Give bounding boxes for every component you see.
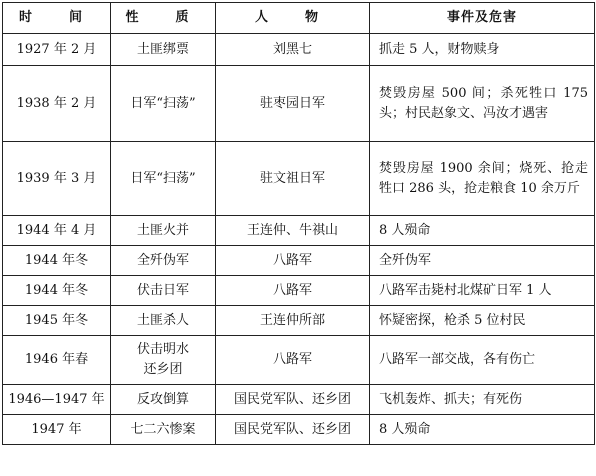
table-row [3, 306, 595, 336]
cell-nature: 土匪绑票 [111, 34, 216, 66]
cell-nature: 日军“扫荡” [111, 142, 216, 216]
cell-time: 1944 年冬 [3, 276, 111, 306]
cell-person: 八路军 [216, 246, 370, 276]
header-nature: 性 质 [111, 3, 216, 34]
table-row [3, 385, 595, 415]
header-event: 事件及危害 [370, 3, 595, 34]
cell-event: 焚毁房屋 500 间；杀死牲口 175 头；村民赵象文、冯汝才遇害 [370, 66, 595, 142]
cell-person: 王连仲所部 [216, 306, 370, 336]
cell-nature: 日军“扫荡” [111, 66, 216, 142]
cell-time: 1946 年春 [3, 336, 111, 385]
table-row [3, 142, 595, 216]
table-row [3, 216, 595, 246]
header-person: 人 物 [216, 3, 370, 34]
cell-person: 国民党军队、还乡团 [216, 415, 370, 445]
table-row [3, 34, 595, 66]
table-header-row [3, 3, 595, 34]
cell-event: 焚毁房屋 1900 余间；烧死、抢走牲口 286 头，抢走粮食 10 余万斤 [370, 142, 595, 216]
cell-time: 1938 年 2 月 [3, 66, 111, 142]
cell-time: 1944 年冬 [3, 246, 111, 276]
cell-time: 1939 年 3 月 [3, 142, 111, 216]
header-time: 时 间 [3, 3, 111, 34]
cell-person: 驻文祖日军 [216, 142, 370, 216]
cell-nature: 伏击明水还乡团 [111, 336, 216, 385]
cell-nature: 土匪火并 [111, 216, 216, 246]
cell-time: 1927 年 2 月 [3, 34, 111, 66]
cell-nature: 土匪杀人 [111, 306, 216, 336]
table-row [3, 66, 595, 142]
events-table [2, 2, 595, 445]
cell-time: 1945 年冬 [3, 306, 111, 336]
cell-person: 驻枣园日军 [216, 66, 370, 142]
cell-nature: 伏击日军 [111, 276, 216, 306]
cell-event: 八路军击毙村北煤矿日军 1 人 [370, 276, 595, 306]
cell-event: 怀疑密探，枪杀 5 位村民 [370, 306, 595, 336]
table-row [3, 246, 595, 276]
cell-event: 全歼伪军 [370, 246, 595, 276]
table-row [3, 336, 595, 385]
cell-nature: 反攻倒算 [111, 385, 216, 415]
cell-nature: 七二六惨案 [111, 415, 216, 445]
cell-event: 飞机轰炸、抓夫；有死伤 [370, 385, 595, 415]
table-row [3, 415, 595, 445]
cell-person: 刘黑七 [216, 34, 370, 66]
cell-event: 8 人殒命 [370, 415, 595, 445]
cell-time: 1947 年 [3, 415, 111, 445]
cell-event: 8 人殒命 [370, 216, 595, 246]
cell-person: 国民党军队、还乡团 [216, 385, 370, 415]
table-row [3, 276, 595, 306]
history-table-container [2, 2, 594, 445]
cell-person: 八路军 [216, 276, 370, 306]
cell-event: 抓走 5 人，财物赎身 [370, 34, 595, 66]
cell-person: 八路军 [216, 336, 370, 385]
cell-time: 1944 年 4 月 [3, 216, 111, 246]
cell-event: 八路军一部交战，各有伤亡 [370, 336, 595, 385]
cell-nature: 全歼伪军 [111, 246, 216, 276]
cell-person: 王连仲、牛祺山 [216, 216, 370, 246]
cell-time: 1946—1947 年 [3, 385, 111, 415]
